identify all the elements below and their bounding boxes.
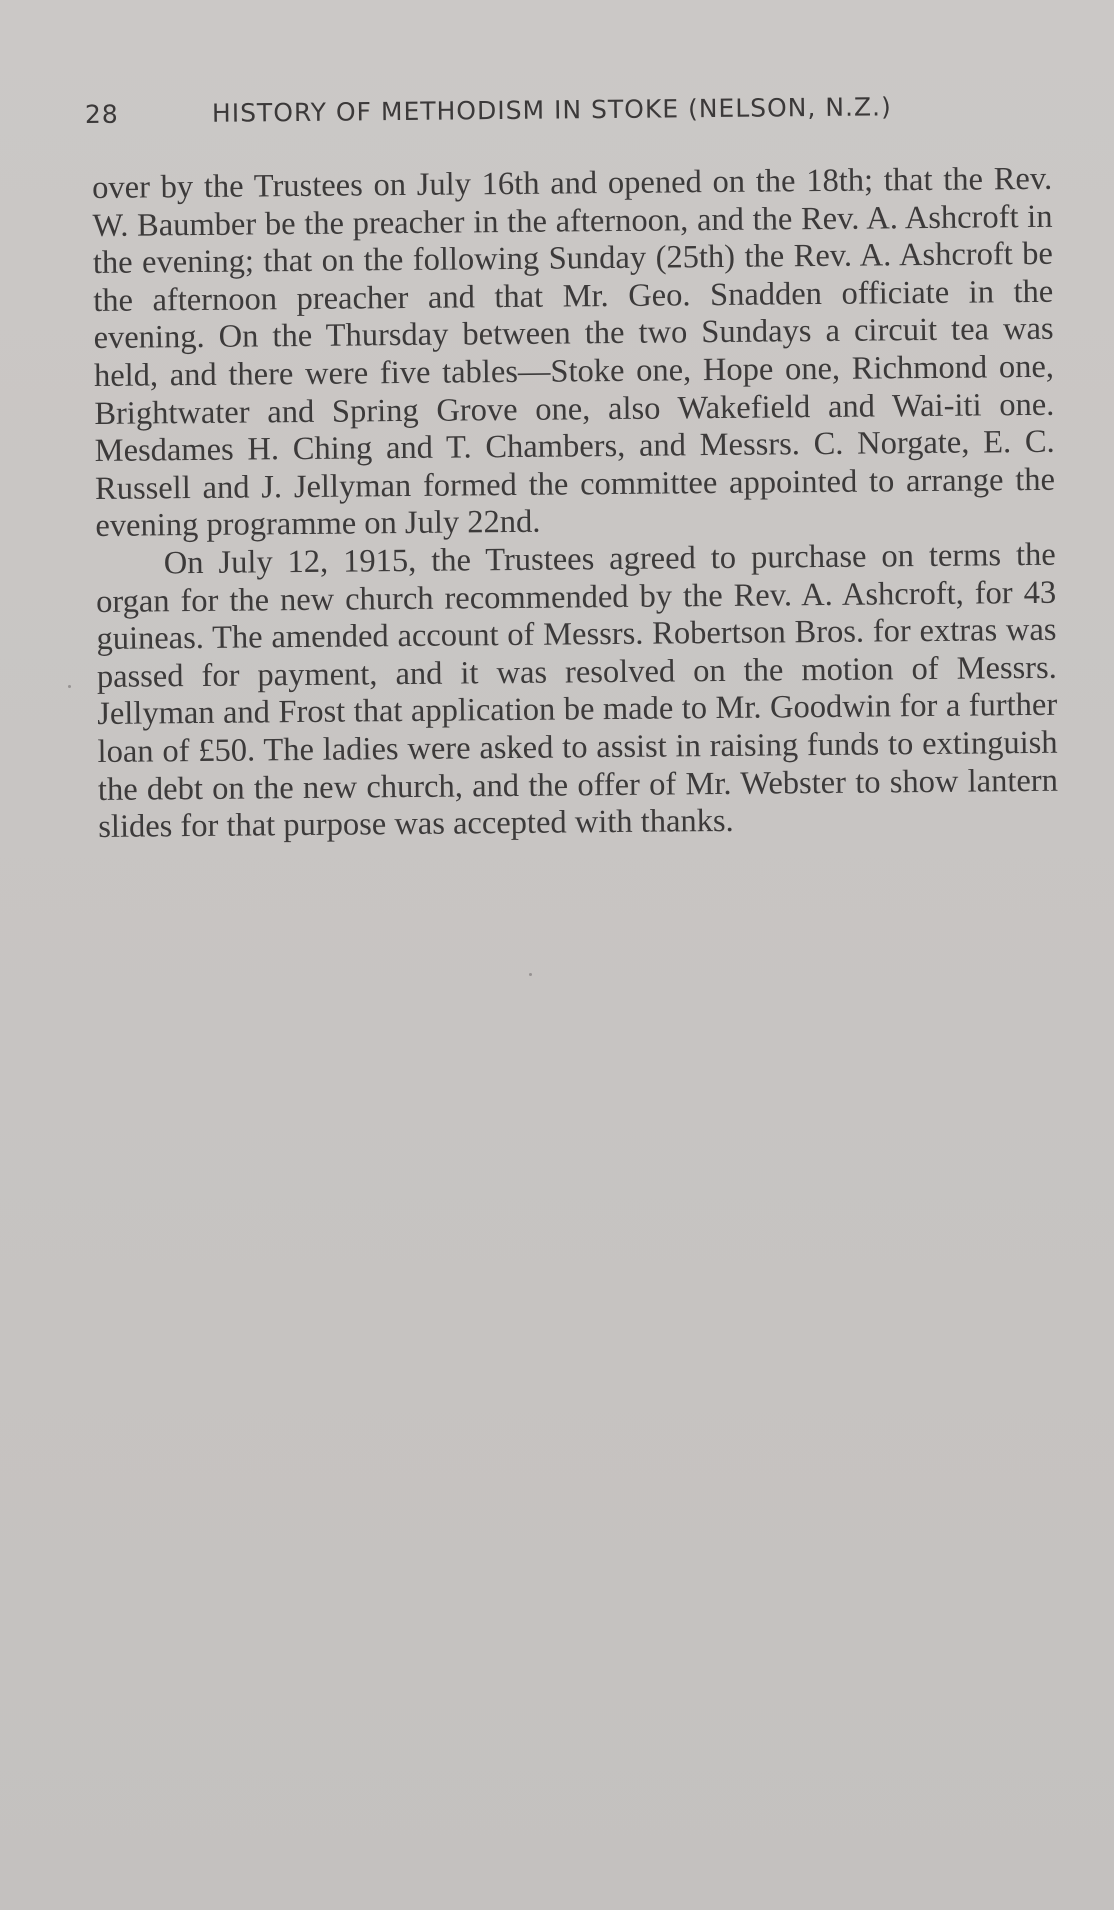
page-number: 28	[84, 99, 119, 129]
paragraph-1: over by the Trustees on July 16th and opened on the 18th; that the Rev. W. Baumber be the preacher in the afternoon, and the Rev. A. Ashcroft in the evening; that on the following Sunday (25th) the Rev. A. Ashcroft be the afternoon preacher and that Mr. Geo. Snadden officiate in the evening. On the Thursday between the two Sundays a circuit tea was held, and there were five tables—Stoke one, Hope one, Richmond one, Brightwater and Spring Grove one, also Wakefield and Wai-iti one. Mesdames H. Ching and T. Chambers, and Messrs. C. Norgate, E. C. Russell and J. Jellyman formed the committee appointed to arrange the evening programme on July 22nd.	[92, 160, 1056, 545]
running-title: HISTORY OF METHODISM IN STOKE (NELSON, N.Z.)	[211, 92, 892, 128]
running-head	[85, 92, 965, 140]
paper-speck	[68, 685, 71, 688]
paragraph-2: On July 12, 1915, the Trustees agreed to purchase on terms the organ for the new church recommended by the Rev. A. Ashcroft, for 43 guineas. The amended account of Messrs. Robertson Bros. for extras was passed for payment, and it was resolved on the motion of Messrs. Jellyman and Frost that application be made to Mr. Goodwin for a further loan of £50. The ladies were asked to assist in raising funds to extinguish the debt on the new church, and the offer of Mr. Webster to show lantern slides for that purpose was accepted with thanks.	[95, 536, 1059, 846]
paper-speck	[529, 973, 532, 976]
body-text	[92, 161, 1058, 847]
